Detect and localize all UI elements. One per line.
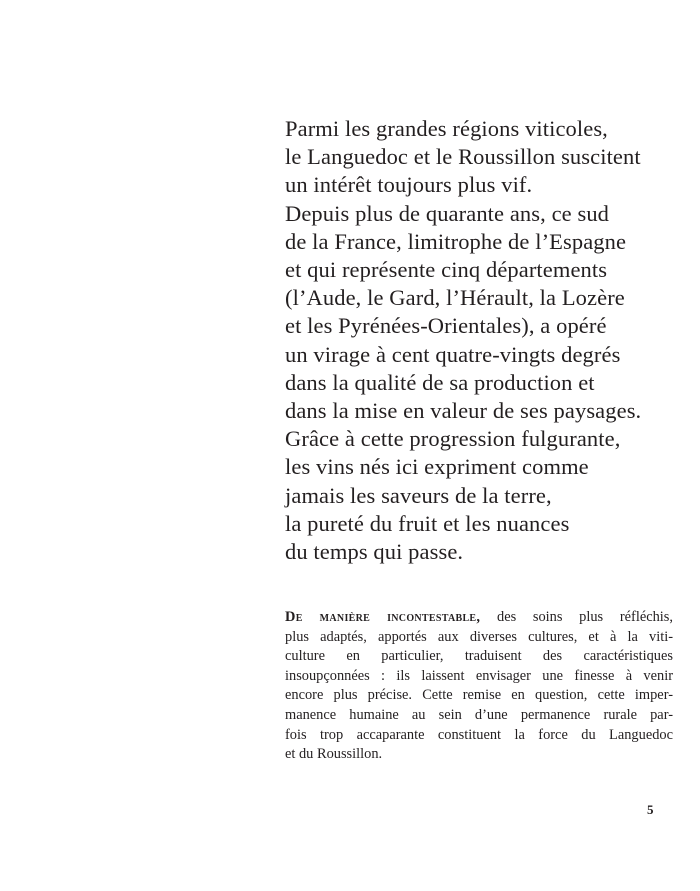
lead-line: dans la mise en valeur de ses paysages. xyxy=(285,398,642,424)
lead-line: Depuis plus de quarante ans, ce sud xyxy=(285,200,610,226)
lead-line: Parmi les grandes régions viticoles, xyxy=(285,116,608,141)
lead-line: et qui représente cinq départements xyxy=(285,257,608,283)
lead-line: un intérêt toujours plus vif. xyxy=(285,172,533,198)
lead-line: les vins nés ici expriment comme xyxy=(285,454,589,480)
body-line: et du Roussillon. xyxy=(285,746,383,763)
lead-in: De manière incontestable, xyxy=(285,609,481,625)
body-paragraph xyxy=(285,608,673,765)
body-line: manence humaine au sein d’une permanence rurale par- xyxy=(285,706,673,723)
lead-line: (l’Aude, le Gard, l’Hérault, la Lozère xyxy=(285,285,625,311)
lead-line: le Languedoc et le Roussillon suscitent xyxy=(285,144,641,170)
lead-line: un virage à cent quatre-vingts degrés xyxy=(285,341,621,367)
body-line: plus adaptés, apportés aux diverses cultures, et à la viti- xyxy=(285,628,673,645)
lead-line: de la France, limitrophe de l’Espagne xyxy=(285,228,627,254)
lead-line: la pureté du fruit et les nuances xyxy=(285,510,570,536)
lead-line: et les Pyrénées-Orientales), a opéré xyxy=(285,313,607,339)
body-line: culture en particulier, traduisent des caractéristiques xyxy=(285,648,673,665)
lead-line: Grâce à cette progression fulgurante, xyxy=(285,426,621,452)
lead-line: jamais les saveurs de la terre, xyxy=(285,482,552,508)
lead-paragraph xyxy=(285,115,695,566)
body-line: encore plus précise. Cette remise en question, cette imper- xyxy=(285,687,673,704)
lead-line: dans la qualité de sa production et xyxy=(285,369,595,395)
page-number: 5 xyxy=(647,802,654,817)
body-line: De manière incontestable, des soins plus réfléchis, xyxy=(285,609,673,625)
body-line: insoupçonnées : ils laissent envisager une finesse à venir xyxy=(285,667,673,684)
body-line: fois trop accaparante constituent la force du Languedoc xyxy=(285,726,673,743)
lead-line: du temps qui passe. xyxy=(285,539,464,565)
